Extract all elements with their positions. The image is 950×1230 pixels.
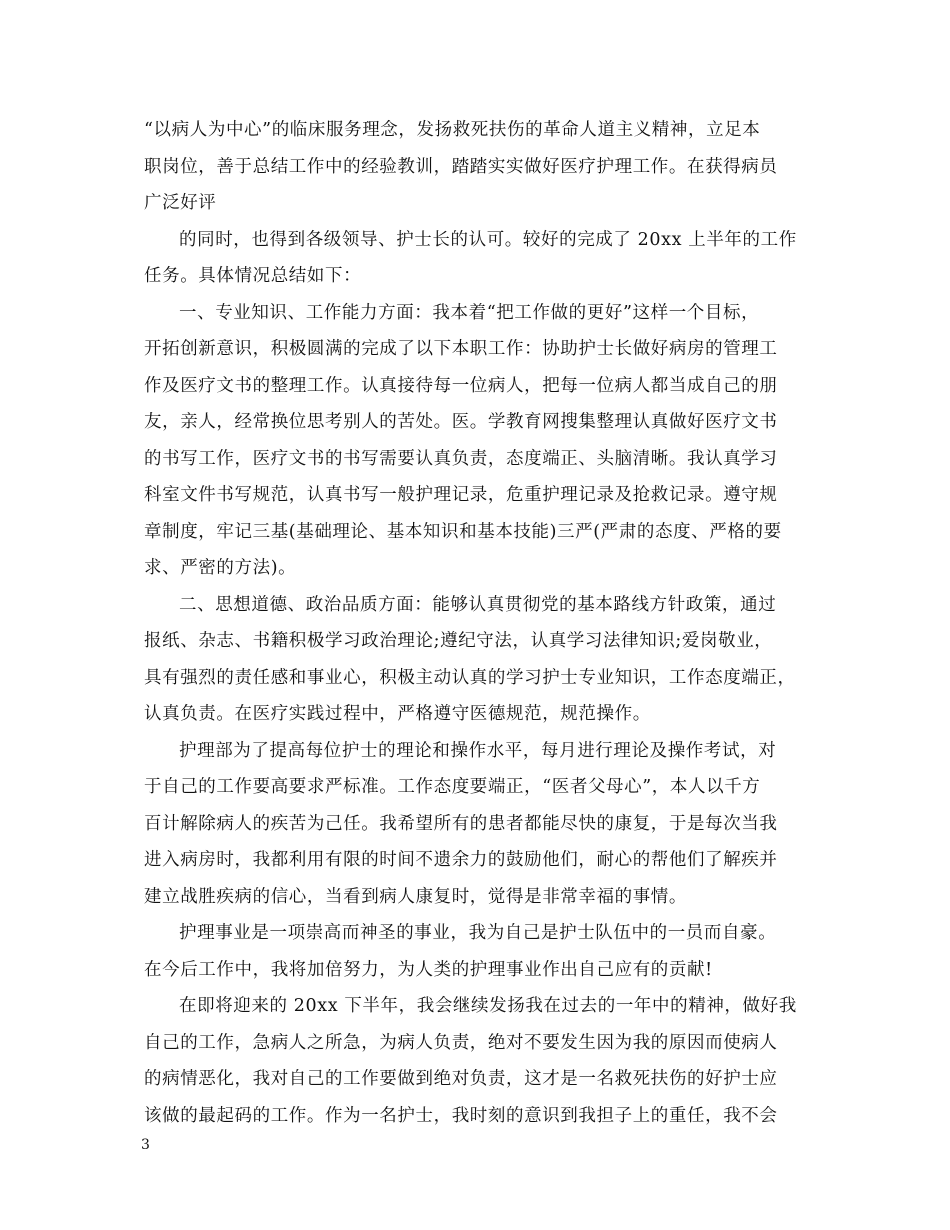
text-line: 百计解除病人的疾苦为己任。我希望所有的患者都能尽快的康复，于是每次当我 (144, 813, 778, 834)
text-line: 该做的最起码的工作。作为一名护士，我时刻的意识到我担子上的重任，我不会 (144, 1105, 778, 1126)
text-line: 在今后工作中，我将加倍努力，为人类的护理事业作出自己应有的贡献! (144, 959, 713, 980)
text-line: 护理部为了提高每位护士的理论和操作水平，每月进行理论及操作考试，对 (179, 740, 777, 761)
text-line: 开拓创新意识，积极圆满的完成了以下本职工作：协助护士长做好病房的管理工 (144, 339, 778, 359)
text-line: 广泛好评 (144, 193, 217, 213)
text-line: 任务。具体情况总结如下： (144, 266, 362, 286)
text-line: 的书写工作，医疗文书的书写需要认真负责，态度端正、头脑清晰。我认真学习 (144, 448, 778, 469)
text-line: 在即将迎来的 20xx 下半年，我会继续发扬我在过去的一年中的精神，做好我 (179, 996, 797, 1016)
text-line: 职岗位，善于总结工作中的经验教训，踏踏实实做好医疗护理工作。在获得病员 (144, 156, 778, 177)
text-line: 作及医疗文书的整理工作。认真接待每一位病人，把每一位病人都当成自己的朋 (144, 375, 778, 396)
text-line: 报纸、杂志、书籍积极学习政治理论;遵纪守法，认真学习法律知识;爱岗敬业， (144, 631, 773, 651)
text-line: 章制度，牢记三基(基础理论、基本知识和基本技能)三严(严肃的态度、严格的要 (144, 521, 782, 542)
text-line: 二、思想道德、政治品质方面：能够认真贯彻党的基本路线方针政策，通过 (179, 594, 777, 615)
text-line: 科室文件书写规范，认真书写一般护理记录，危重护理记录及抢救记录。遵守规 (144, 485, 778, 505)
text-line: 友，亲人，经常换位思考别人的苦处。医。学教育网搜集整理认真做好医疗文书 (144, 412, 778, 432)
text-line: “以病人为中心”的临床服务理念，发扬救死扶伤的革命人道主义精神，立足本 (144, 120, 761, 140)
text-line: 自己的工作，急病人之所急，为病人负责，绝对不要发生因为我的原因而使病人 (144, 1032, 778, 1053)
text-line: 进入病房时，我都利用有限的时间不遗余力的鼓励他们，耐心的帮他们了解疾并 (144, 850, 778, 870)
page-number: 3 (141, 1137, 150, 1153)
text-line: 具有强烈的责任感和事业心，积极主动认真的学习护士专业知识，工作态度端正， (144, 667, 796, 688)
text-line: 一、专业知识、工作能力方面：我本着“把工作做的更好”这样一个目标， (179, 302, 760, 323)
text-line: 的病情恶化，我对自己的工作要做到绝对负责，这才是一名救死扶伤的好护士应 (144, 1069, 778, 1089)
document-body (144, 112, 816, 1134)
text-line: 求、严密的方法)。 (144, 558, 297, 578)
text-line: 建立战胜疾病的信心，当看到病人康复时，觉得是非常幸福的事情。 (144, 886, 687, 907)
text-line: 护理事业是一项崇高而神圣的事业，我为自己是护士队伍中的一员而自豪。 (179, 923, 777, 943)
text-line: 的同时，也得到各级领导、护士长的认可。较好的完成了 20xx 上半年的工作 (179, 229, 797, 250)
text-line: 认真负责。在医疗实践过程中，严格遵守医德规范，规范操作。 (144, 704, 651, 724)
text-line: 于自己的工作要高要求严标准。工作态度要端正，“医者父母心”，本人以千方 (144, 777, 761, 797)
